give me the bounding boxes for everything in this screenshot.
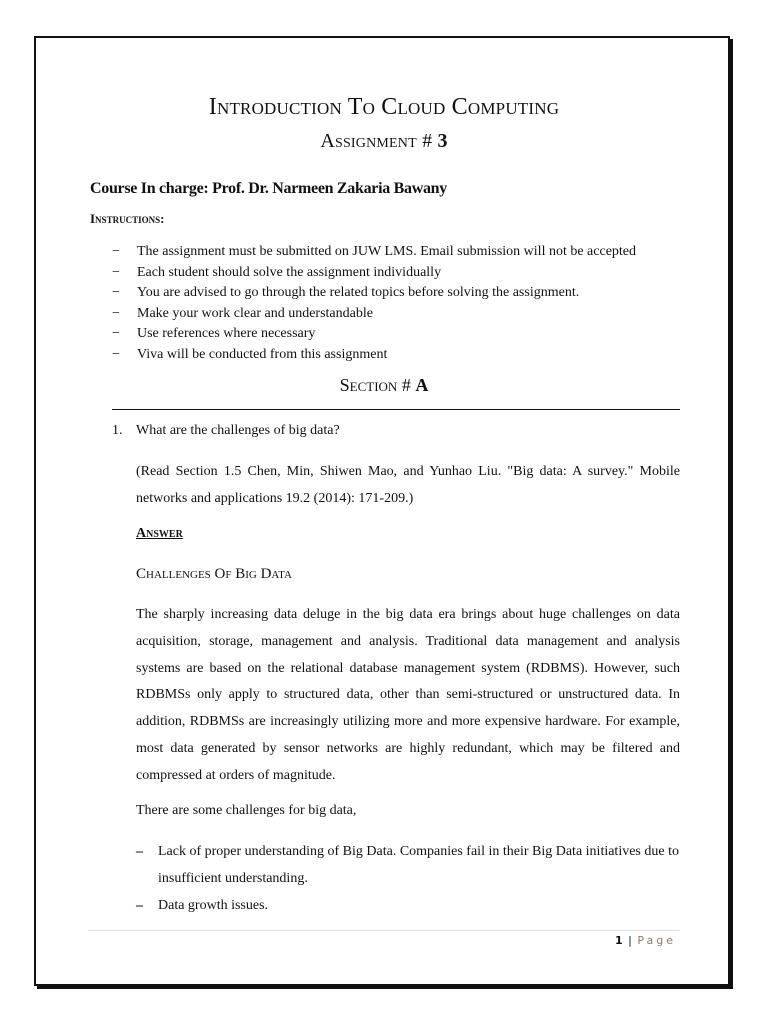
challenge-text: Data growth issues. xyxy=(158,898,269,913)
footer-divider xyxy=(88,930,680,931)
list-item xyxy=(136,892,680,919)
list-item xyxy=(112,345,636,366)
question-number: 1. xyxy=(112,423,123,438)
list-item xyxy=(112,242,636,263)
list-marker: – xyxy=(136,844,143,859)
question-text: What are the challenges of big data? xyxy=(136,423,340,438)
instruction-text: Viva will be conducted from this assignment xyxy=(137,346,388,362)
list-marker: − xyxy=(112,244,120,259)
section-heading xyxy=(0,375,768,396)
section-divider xyxy=(112,409,680,410)
instruction-text: You are advised to go through the related topics before solving the assignment. xyxy=(137,285,580,300)
instructions-list xyxy=(112,242,636,365)
challenges-intro: There are some challenges for big data, xyxy=(136,803,357,818)
page-label: Page xyxy=(637,934,676,947)
challenges-list xyxy=(136,838,680,919)
list-item xyxy=(112,263,636,284)
question xyxy=(112,423,340,439)
challenges-heading: Challenges Of Big Data xyxy=(136,566,292,582)
page-number: 1 xyxy=(614,934,623,947)
instruction-text: The assignment must be submitted on JUW LMS. Email submission will not be accepted xyxy=(137,244,637,259)
list-marker: − xyxy=(112,326,120,341)
section-label: Section # xyxy=(339,375,411,395)
answer-heading: Answer xyxy=(136,526,183,541)
list-marker: − xyxy=(112,264,120,280)
challenge-text: Lack of proper understanding of Big Data. Companies fail in their Big Data initiatives due to insufficient understanding. xyxy=(158,844,679,886)
list-item xyxy=(136,838,680,892)
list-item xyxy=(112,304,636,325)
list-item xyxy=(112,324,636,345)
list-marker: − xyxy=(112,285,120,300)
course-incharge: Course In charge: Prof. Dr. Narmeen Zakaria Bawany xyxy=(90,180,447,197)
reference-text: (Read Section 1.5 Chen, Min, Shiwen Mao, and Yunhao Liu. "Big data: A survey." Mobile networks and applications 19.2 (2014): 171-209.) xyxy=(136,464,680,506)
list-marker: − xyxy=(112,305,120,321)
document-title: Introduction To Cloud Computing xyxy=(208,94,560,120)
list-marker: − xyxy=(112,346,120,362)
list-item xyxy=(112,283,636,304)
instructions-heading: Instructions: xyxy=(90,211,165,226)
instruction-text: Each student should solve the assignment individually xyxy=(137,264,442,280)
instruction-text: Use references where necessary xyxy=(137,326,316,341)
list-marker: – xyxy=(136,898,143,913)
page-footer xyxy=(615,934,676,947)
assignment-label: Assignment # xyxy=(320,130,433,152)
assignment-number: 3 xyxy=(437,130,448,152)
section-letter: A xyxy=(415,375,429,395)
body-paragraph: The sharply increasing data deluge in the big data era brings about huge challenges on data acquisition, storage, management and analysis. Traditional data management and analysis systems are based on the relational database management system (RDBMS). However, such RDBMSs only apply to structured data, other than semi-structured or unstructured data. In addition, RDBMSs are increasingly utilizing more and more expensive hardware. For example, most data generated by sensor networks are highly redundant, which may be filtered and compressed at orders of magnitude. xyxy=(136,607,680,783)
instruction-text: Make your work clear and understandable xyxy=(137,305,373,321)
footer-separator: | xyxy=(628,934,632,947)
assignment-title xyxy=(0,130,768,153)
